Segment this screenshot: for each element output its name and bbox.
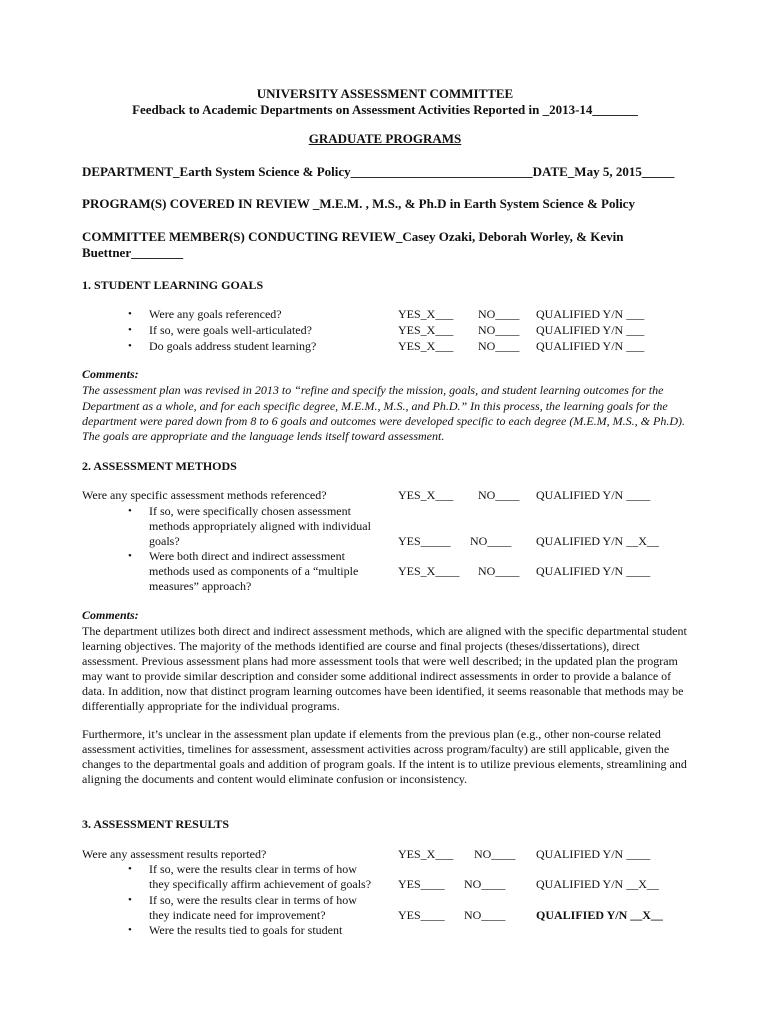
s1-q1-qualified: QUALIFIED Y/N ___	[536, 307, 645, 321]
s2-comment-line: The department utilizes both direct and indirect assessment methods, which are aligned with the specific departmental student	[82, 624, 687, 638]
s1-question-1: Were any goals referenced?	[149, 307, 282, 321]
s2-comment-line: may want to provide similar description and consider some additional indirect assessments in order to provide a balance of	[82, 669, 672, 683]
bullet: •	[128, 505, 132, 517]
s3-b2-qualified: QUALIFIED Y/N __X__	[536, 908, 663, 922]
s2-b2-line: measures” approach?	[149, 579, 252, 593]
s1-q1-no: NO____	[478, 307, 520, 321]
s1-q1-yes: YES_X___	[398, 307, 454, 321]
s3-b1-yes: YES____	[398, 877, 445, 891]
s2-b2-qualified: QUALIFIED Y/N ____	[536, 564, 651, 578]
s3-b2-line: they indicate need for improvement?	[149, 908, 326, 922]
s3-b3-line: Were the results tied to goals for student	[149, 923, 343, 937]
bullet: •	[128, 324, 132, 336]
s2-main-qualified: QUALIFIED Y/N ____	[536, 488, 651, 502]
s3-main-question: Were any assessment results reported?	[82, 847, 267, 861]
s3-b1-no: NO____	[464, 877, 506, 891]
s1-q2-no: NO____	[478, 323, 520, 337]
department-field: DEPARTMENT_Earth System Science & Policy____________________________DATE_May 5, 2015_____	[82, 164, 675, 179]
s2-b2-no: NO____	[478, 564, 520, 578]
committee-field: COMMITTEE MEMBER(S) CONDUCTING REVIEW_Casey Ozaki, Deborah Worley, & Kevin	[82, 229, 624, 244]
s2-b1-line: If so, were specifically chosen assessment	[149, 504, 351, 518]
s1-q2-qualified: QUALIFIED Y/N ___	[536, 323, 645, 337]
s1-q3-qualified: QUALIFIED Y/N ___	[536, 339, 645, 353]
bullet: •	[128, 863, 132, 875]
s3-b2-no: NO____	[464, 908, 506, 922]
s1-question-3: Do goals address student learning?	[149, 339, 317, 353]
s2-b1-yes: YES_____	[398, 534, 451, 548]
s2-comments-label: Comments:	[82, 608, 139, 622]
bullet: •	[128, 550, 132, 562]
s2-comment-line: changes to the departmental goals and addition of program goals. If the intent is to utilize previous elements, streamlining and	[82, 757, 687, 771]
bullet: •	[128, 894, 132, 906]
s3-b1-line: they specifically affirm achievement of goals?	[149, 877, 372, 891]
s1-question-2: If so, were goals well-articulated?	[149, 323, 312, 337]
s2-b2-line: Were both direct and indirect assessment	[149, 549, 345, 563]
s2-main-no: NO____	[478, 488, 520, 502]
s2-comment-line: learning objectives. The majority of the methods identified are course and final projects (theses/dissertations), direct	[82, 639, 640, 653]
s2-comment-line: assessment. Previous assessment plans had more assessment tools that were well described; in the updated plan the program	[82, 654, 678, 668]
s2-b1-qualified: QUALIFIED Y/N __X__	[536, 534, 659, 548]
s1-comments-label: Comments:	[82, 367, 139, 381]
s3-main-no: NO____	[474, 847, 516, 861]
doc-title: UNIVERSITY ASSESSMENT COMMITTEE	[256, 86, 514, 101]
bullet: •	[128, 924, 132, 936]
s3-main-yes: YES_X___	[398, 847, 454, 861]
s2-comment-line: assessment activities, timelines for assessment, assessment activities across program/faculty) are still applicable, given the	[82, 742, 670, 756]
s2-comment-line: differentially appropriate for the individual programs.	[82, 699, 340, 713]
bullet: •	[128, 308, 132, 320]
s3-b1-qualified: QUALIFIED Y/N __X__	[536, 877, 659, 891]
bullet: •	[128, 340, 132, 352]
doc-subtitle: Feedback to Academic Departments on Assessment Activities Reported in _2013-14_______	[132, 102, 638, 117]
programs-field: PROGRAM(S) COVERED IN REVIEW _M.E.M. , M.S., & Ph.D in Earth System Science & Policy	[82, 196, 635, 211]
s2-main-yes: YES_X___	[398, 488, 454, 502]
program-type-heading: GRADUATE PROGRAMS	[308, 131, 462, 146]
s2-main-question: Were any specific assessment methods referenced?	[82, 488, 327, 502]
s1-comment-line: Department as a whole, and for each specific degree, M.E.M., M.S., and Ph.D.” In this process, the learning goals for the	[82, 399, 668, 413]
s1-q3-no: NO____	[478, 339, 520, 353]
s3-b1-line: If so, were the results clear in terms of how	[149, 862, 357, 876]
s3-b2-line: If so, were the results clear in terms of how	[149, 893, 357, 907]
s2-comment-line: Furthermore, it’s unclear in the assessment plan update if elements from the previous plan (e.g., other non-course related	[82, 727, 661, 741]
s2-b1-line: goals?	[149, 534, 180, 548]
committee-field-cont: Buettner________	[82, 245, 184, 260]
s2-b2-yes: YES_X____	[398, 564, 460, 578]
s2-comment-line: data. In addition, now that distinct program learning outcomes have been identified, it seems reasonable that methods may be	[82, 684, 684, 698]
s2-b1-no: NO____	[470, 534, 512, 548]
s2-b1-line: methods appropriately aligned with individual	[149, 519, 371, 533]
s3-b2-yes: YES____	[398, 908, 445, 922]
section3-heading: 3. ASSESSMENT RESULTS	[82, 817, 230, 831]
section2-heading: 2. ASSESSMENT METHODS	[82, 459, 237, 473]
s1-q3-yes: YES_X___	[398, 339, 454, 353]
s1-comment-line: The assessment plan was revised in 2013 to “refine and specify the mission, goals, and student learning outcomes for the	[82, 383, 664, 397]
s3-main-qualified: QUALIFIED Y/N ____	[536, 847, 651, 861]
s2-b2-line: methods used as components of a “multiple	[149, 564, 359, 578]
s1-comment-line: department were pared down from 8 to 6 goals and outcomes were developed specific to each degree (M.E.M, M.S., & Ph.D).	[82, 414, 685, 428]
s2-comment-line: aligning the documents and content would eliminate confusion or inconsistency.	[82, 772, 468, 786]
section1-heading: 1. STUDENT LEARNING GOALS	[82, 278, 264, 292]
s1-q2-yes: YES_X___	[398, 323, 454, 337]
s1-comment-line: The goals are appropriate and the language lends itself toward assessment.	[82, 429, 445, 443]
